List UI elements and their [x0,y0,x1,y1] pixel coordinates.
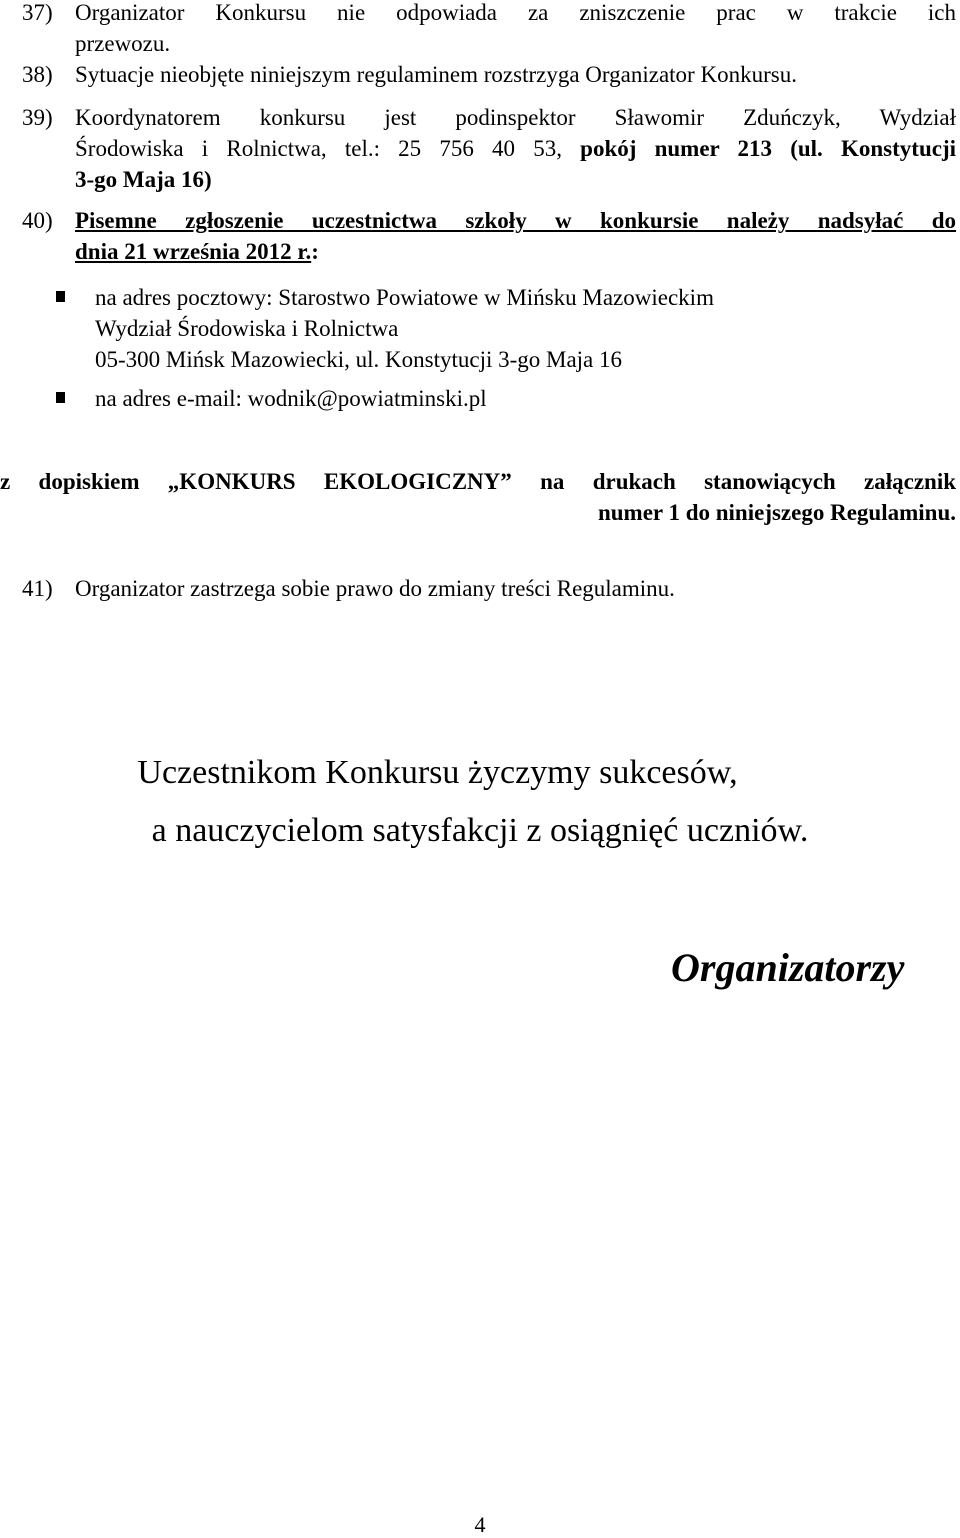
deadline-date-line [75,236,956,267]
paragraph-38 [22,59,956,90]
list-item-postal [22,282,922,375]
room-text: pokój numer 213 (ul. Konstytucji [580,136,956,161]
paragraph-39 [22,102,956,195]
paragraph-line: Organizator Konkursu nie odpowiada za zniszczenie prac w trakcie ich [75,0,956,25]
paragraph-line: przewozu. [75,31,171,56]
note-line: z dopiskiem „KONKURS EKOLOGICZNY” na drukach stanowiących załącznik [0,469,956,494]
postal-line: 05-300 Mińsk Mazowiecki, ul. Konstytucji 3-go Maja 16 [95,347,623,372]
paragraph-line: 3-go Maja 16) [75,167,212,192]
paragraph-number: 37) [22,0,53,25]
email-link[interactable]: wodnik@powiatminski.pl [247,386,487,411]
paragraph-line: Sytuacje nieobjęte niniejszym regulaminem rozstrzyga Organizator Konkursu. [75,62,797,87]
contact-text: Środowiska i Rolnictwa, tel.: 25 756 40 53, [75,136,581,161]
list-item-email [22,383,922,414]
closing-wishes [0,744,960,860]
paragraph-number: 38) [22,62,53,87]
paragraph-line [75,133,956,164]
square-bullet-icon [56,392,65,403]
postal-line: na adres pocztowy: Starostwo Powiatowe w Mińsku Mazowieckim [95,285,714,310]
paragraph-line: Koordynatorem konkursu jest podinspektor Sławomir Zduńczyk, Wydział [75,105,956,130]
paragraph-number: 40) [22,208,53,233]
email-line [95,383,922,414]
submission-note [0,466,956,528]
deadline-colon: : [311,239,319,264]
paragraph-40 [22,205,956,267]
paragraph-37 [22,0,956,59]
closing-line: Uczestnikom Konkursu życzymy sukcesów, [137,754,738,791]
page-number: 4 [474,1512,486,1537]
square-bullet-icon [56,291,65,302]
submission-address-list [22,282,922,422]
paragraph-41 [22,573,956,604]
paragraph-line: Organizator zastrzega sobie prawo do zmiany treści Regulaminu. [75,576,675,601]
deadline-line: Pisemne zgłoszenie uczestnictwa szkoły w konkursie należy nadsyłać do [75,208,956,233]
closing-line: a nauczycielom satysfakcji z osiągnięć uczniów. [151,812,809,849]
note-line: numer 1 do niniejszego Regulaminu. [597,500,956,525]
email-label: na adres e-mail: [95,386,248,411]
signature: Organizatorzy [671,945,905,990]
paragraph-number: 41) [22,576,53,601]
postal-line: Wydział Środowiska i Rolnictwa [95,316,399,341]
deadline-date: dnia 21 września 2012 r. [75,239,312,264]
paragraph-number: 39) [22,105,53,130]
